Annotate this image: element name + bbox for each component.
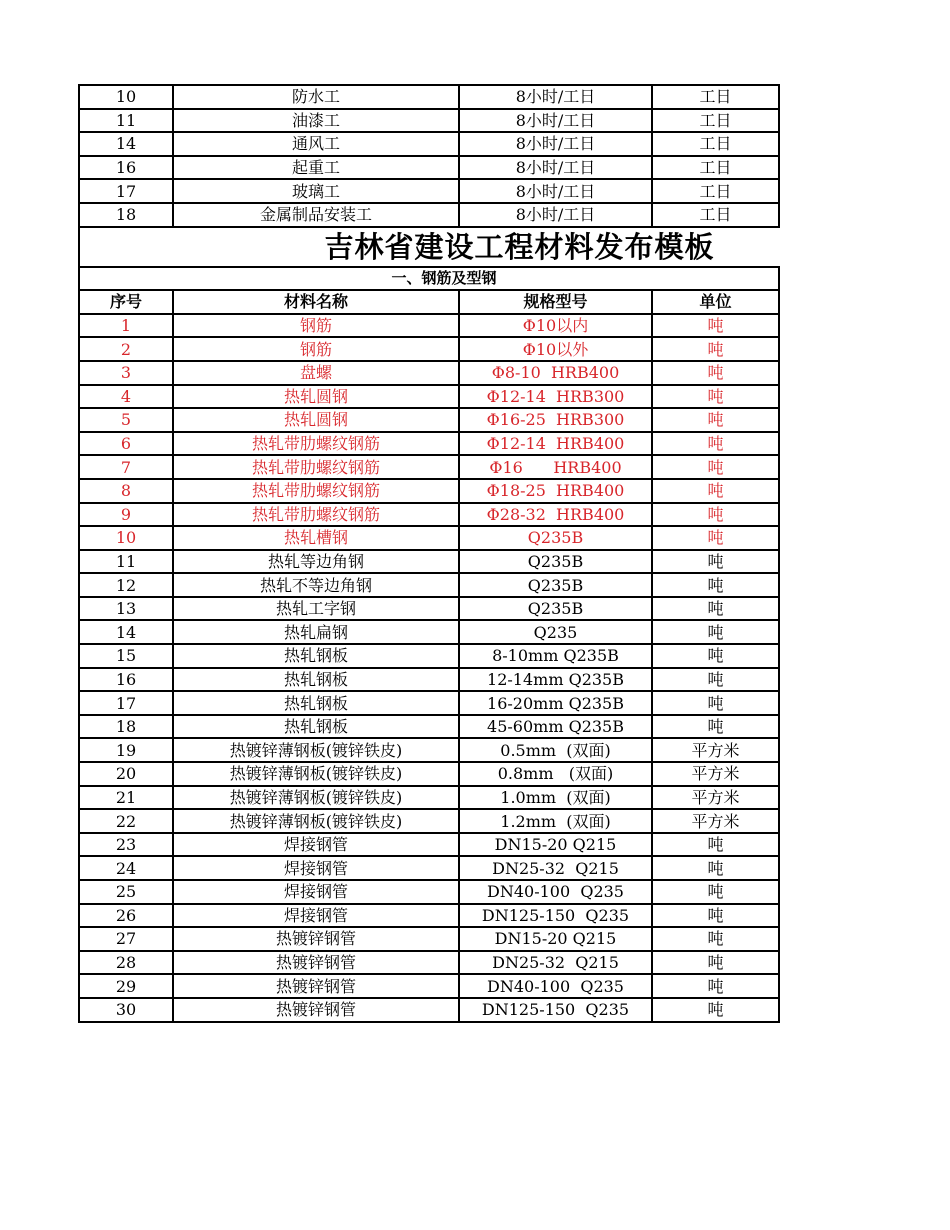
cell-no: 17 [79, 691, 173, 715]
cell-unit: 工日 [652, 85, 779, 109]
table-row [79, 715, 779, 739]
cell-spec: 1.0mm (双面) [459, 786, 652, 810]
cell-spec: DN125-150 Q235 [459, 998, 652, 1022]
table-row [79, 385, 779, 409]
cell-no: 30 [79, 998, 173, 1022]
cell-unit: 吨 [652, 385, 779, 409]
cell-no: 14 [79, 620, 173, 644]
cell-unit: 吨 [652, 880, 779, 904]
cell-spec: 45-60mm Q235B [459, 715, 652, 739]
cell-spec: 8小时/工日 [459, 109, 652, 133]
cell-no: 18 [79, 715, 173, 739]
cell-unit: 吨 [652, 927, 779, 951]
cell-name: 热轧钢板 [173, 691, 459, 715]
cell-name: 热镀锌钢管 [173, 974, 459, 998]
cell-spec: Q235 [459, 620, 652, 644]
page-title: 吉林省建设工程材料发布模板 [79, 227, 779, 267]
table-row [79, 691, 779, 715]
cell-no: 10 [79, 526, 173, 550]
cell-no: 11 [79, 109, 173, 133]
cell-no: 22 [79, 809, 173, 833]
cell-spec: Φ28-32 HRB400 [459, 503, 652, 527]
cell-no: 20 [79, 762, 173, 786]
cell-name: 热轧带肋螺纹钢筋 [173, 455, 459, 479]
cell-unit: 吨 [652, 597, 779, 621]
cell-no: 2 [79, 337, 173, 361]
cell-no: 26 [79, 904, 173, 928]
table-row [79, 974, 779, 998]
cell-no: 13 [79, 597, 173, 621]
table-row [79, 432, 779, 456]
cell-no: 17 [79, 179, 173, 203]
header-name: 材料名称 [173, 290, 459, 314]
cell-unit: 吨 [652, 550, 779, 574]
cell-name: 热轧等边角钢 [173, 550, 459, 574]
cell-spec: DN40-100 Q235 [459, 974, 652, 998]
section-title: 一、钢筋及型钢 [79, 267, 779, 291]
cell-unit: 吨 [652, 573, 779, 597]
cell-spec: 8小时/工日 [459, 132, 652, 156]
cell-unit: 吨 [652, 856, 779, 880]
cell-name: 热镀锌薄钢板(镀锌铁皮) [173, 762, 459, 786]
table-row [79, 904, 779, 928]
cell-spec: Q235B [459, 573, 652, 597]
cell-spec: DN125-150 Q235 [459, 904, 652, 928]
table-row [79, 85, 779, 109]
cell-unit: 吨 [652, 644, 779, 668]
cell-name: 热镀锌薄钢板(镀锌铁皮) [173, 738, 459, 762]
cell-no: 27 [79, 927, 173, 951]
cell-name: 起重工 [173, 156, 459, 180]
cell-unit: 平方米 [652, 738, 779, 762]
cell-unit: 吨 [652, 833, 779, 857]
table-row [79, 503, 779, 527]
cell-spec: Q235B [459, 597, 652, 621]
cell-name: 热镀锌钢管 [173, 951, 459, 975]
table-row [79, 738, 779, 762]
cell-unit: 吨 [652, 479, 779, 503]
cell-spec: Φ18-25 HRB400 [459, 479, 652, 503]
cell-unit: 吨 [652, 361, 779, 385]
table-row [79, 597, 779, 621]
spreadsheet [78, 84, 778, 1023]
cell-name: 热镀锌薄钢板(镀锌铁皮) [173, 786, 459, 810]
cell-name: 热轧圆钢 [173, 385, 459, 409]
cell-name: 热轧槽钢 [173, 526, 459, 550]
cell-name: 热轧带肋螺纹钢筋 [173, 503, 459, 527]
cell-no: 28 [79, 951, 173, 975]
header-row [79, 290, 779, 314]
cell-no: 12 [79, 573, 173, 597]
cell-spec: Φ12-14 HRB300 [459, 385, 652, 409]
table-row [79, 361, 779, 385]
cell-no: 3 [79, 361, 173, 385]
cell-unit: 吨 [652, 620, 779, 644]
table-row [79, 337, 779, 361]
cell-no: 23 [79, 833, 173, 857]
cell-spec: Φ12-14 HRB400 [459, 432, 652, 456]
cell-unit: 吨 [652, 715, 779, 739]
table-row [79, 856, 779, 880]
cell-name: 热轧圆钢 [173, 408, 459, 432]
cell-unit: 吨 [652, 974, 779, 998]
cell-spec: DN15-20 Q215 [459, 927, 652, 951]
header-unit: 单位 [652, 290, 779, 314]
cell-unit: 吨 [652, 503, 779, 527]
cell-no: 11 [79, 550, 173, 574]
cell-name: 焊接钢管 [173, 904, 459, 928]
cell-no: 9 [79, 503, 173, 527]
table-row [79, 314, 779, 338]
table-row [79, 786, 779, 810]
cell-spec: DN40-100 Q235 [459, 880, 652, 904]
cell-no: 29 [79, 974, 173, 998]
cell-unit: 吨 [652, 432, 779, 456]
table-row [79, 762, 779, 786]
cell-name: 盘螺 [173, 361, 459, 385]
cell-unit: 吨 [652, 668, 779, 692]
cell-spec: 16-20mm Q235B [459, 691, 652, 715]
cell-unit: 工日 [652, 132, 779, 156]
materials-table [78, 84, 780, 1023]
cell-name: 防水工 [173, 85, 459, 109]
table-row [79, 109, 779, 133]
material-rows [79, 314, 779, 1022]
cell-no: 10 [79, 85, 173, 109]
cell-name: 热轧钢板 [173, 668, 459, 692]
cell-name: 热轧带肋螺纹钢筋 [173, 432, 459, 456]
cell-no: 4 [79, 385, 173, 409]
cell-no: 6 [79, 432, 173, 456]
cell-spec: 12-14mm Q235B [459, 668, 652, 692]
cell-name: 钢筋 [173, 337, 459, 361]
cell-no: 5 [79, 408, 173, 432]
cell-name: 热轧工字钢 [173, 597, 459, 621]
cell-spec: 8-10mm Q235B [459, 644, 652, 668]
cell-unit: 工日 [652, 203, 779, 227]
cell-spec: Φ8-10 HRB400 [459, 361, 652, 385]
table-row [79, 455, 779, 479]
cell-name: 热镀锌钢管 [173, 927, 459, 951]
table-row [79, 951, 779, 975]
table-row [79, 408, 779, 432]
cell-spec: 0.8mm (双面) [459, 762, 652, 786]
cell-spec: 1.2mm (双面) [459, 809, 652, 833]
cell-name: 通风工 [173, 132, 459, 156]
table-row [79, 998, 779, 1022]
cell-name: 焊接钢管 [173, 856, 459, 880]
cell-name: 热镀锌薄钢板(镀锌铁皮) [173, 809, 459, 833]
cell-no: 16 [79, 668, 173, 692]
cell-no: 18 [79, 203, 173, 227]
cell-unit: 工日 [652, 156, 779, 180]
cell-no: 24 [79, 856, 173, 880]
cell-unit: 吨 [652, 455, 779, 479]
cell-name: 焊接钢管 [173, 880, 459, 904]
cell-name: 焊接钢管 [173, 833, 459, 857]
table-row [79, 203, 779, 227]
cell-spec: Φ16-25 HRB300 [459, 408, 652, 432]
cell-unit: 吨 [652, 526, 779, 550]
cell-unit: 平方米 [652, 762, 779, 786]
cell-spec: Φ10以内 [459, 314, 652, 338]
cell-name: 油漆工 [173, 109, 459, 133]
table-row [79, 833, 779, 857]
cell-name: 热镀锌钢管 [173, 998, 459, 1022]
cell-spec: 8小时/工日 [459, 179, 652, 203]
title-block [79, 227, 779, 314]
cell-name: 热轧钢板 [173, 644, 459, 668]
cell-spec: Q235B [459, 526, 652, 550]
cell-unit: 吨 [652, 337, 779, 361]
cell-name: 热轧钢板 [173, 715, 459, 739]
cell-spec: Φ16 HRB400 [459, 455, 652, 479]
cell-no: 25 [79, 880, 173, 904]
cell-unit: 吨 [652, 951, 779, 975]
cell-spec: 8小时/工日 [459, 85, 652, 109]
table-row [79, 880, 779, 904]
cell-no: 15 [79, 644, 173, 668]
table-row [79, 479, 779, 503]
cell-unit: 吨 [652, 998, 779, 1022]
cell-spec: DN25-32 Q215 [459, 951, 652, 975]
table-row [79, 156, 779, 180]
cell-name: 热轧扁钢 [173, 620, 459, 644]
cell-unit: 工日 [652, 179, 779, 203]
table-row [79, 644, 779, 668]
table-row [79, 927, 779, 951]
cell-unit: 吨 [652, 408, 779, 432]
header-spec: 规格型号 [459, 290, 652, 314]
cell-spec: 0.5mm (双面) [459, 738, 652, 762]
cell-spec: Q235B [459, 550, 652, 574]
cell-spec: DN25-32 Q215 [459, 856, 652, 880]
cell-no: 7 [79, 455, 173, 479]
table-row [79, 620, 779, 644]
cell-spec: 8小时/工日 [459, 203, 652, 227]
cell-name: 热轧带肋螺纹钢筋 [173, 479, 459, 503]
cell-unit: 工日 [652, 109, 779, 133]
cell-no: 14 [79, 132, 173, 156]
table-row [79, 809, 779, 833]
cell-unit: 吨 [652, 314, 779, 338]
cell-spec: 8小时/工日 [459, 156, 652, 180]
table-row [79, 132, 779, 156]
cell-name: 钢筋 [173, 314, 459, 338]
cell-no: 19 [79, 738, 173, 762]
cell-spec: Φ10以外 [459, 337, 652, 361]
header-no: 序号 [79, 290, 173, 314]
table-row [79, 550, 779, 574]
cell-name: 玻璃工 [173, 179, 459, 203]
cell-spec: DN15-20 Q215 [459, 833, 652, 857]
cell-name: 金属制品安装工 [173, 203, 459, 227]
labor-rows [79, 85, 779, 227]
cell-no: 8 [79, 479, 173, 503]
table-row [79, 668, 779, 692]
cell-no: 21 [79, 786, 173, 810]
cell-no: 1 [79, 314, 173, 338]
cell-unit: 吨 [652, 904, 779, 928]
table-row [79, 179, 779, 203]
cell-no: 16 [79, 156, 173, 180]
cell-unit: 平方米 [652, 809, 779, 833]
table-row [79, 526, 779, 550]
cell-unit: 平方米 [652, 786, 779, 810]
cell-unit: 吨 [652, 691, 779, 715]
table-row [79, 573, 779, 597]
cell-name: 热轧不等边角钢 [173, 573, 459, 597]
